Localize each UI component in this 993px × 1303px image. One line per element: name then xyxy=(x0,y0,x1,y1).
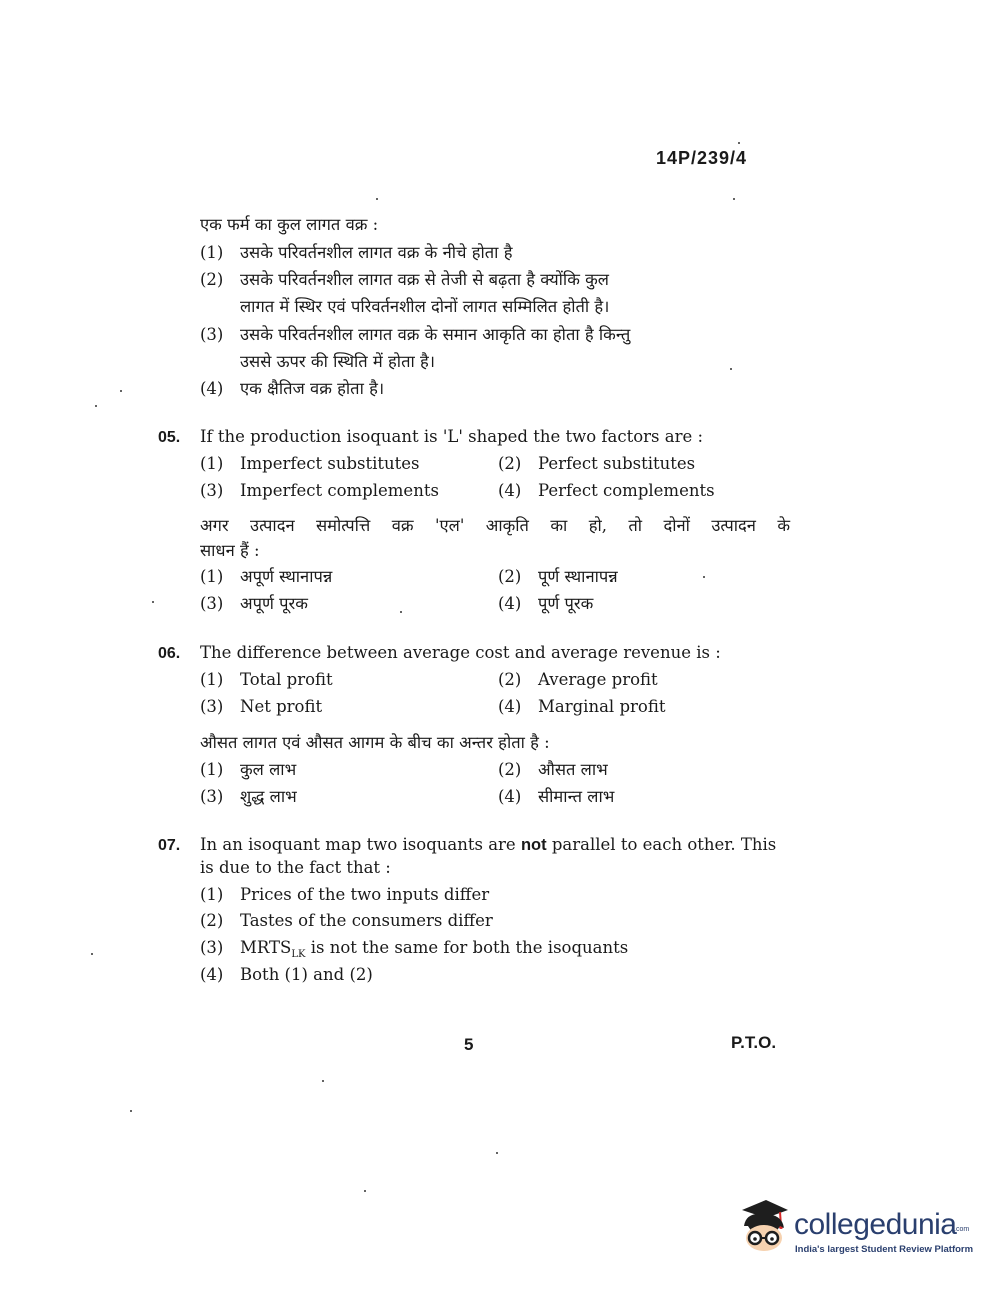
option-number: (4) xyxy=(200,965,224,984)
option-text: Prices of the two inputs differ xyxy=(240,885,490,904)
option-text: Imperfect complements xyxy=(240,481,439,500)
option-number: (3) xyxy=(200,594,224,613)
option-subscript: LK xyxy=(291,949,306,960)
q06-stem xyxy=(158,640,721,667)
q05-hindi-option-4 xyxy=(498,591,593,617)
logo-tagline: India's largest Student Review Platform xyxy=(795,1244,974,1255)
q06-option-4 xyxy=(498,694,665,720)
q04-hindi-option-3-cont: उससे ऊपर की स्थिति में होता है। xyxy=(240,352,436,371)
option-text: Tastes of the consumers differ xyxy=(240,911,493,930)
option-text: शुद्ध लाभ xyxy=(240,787,297,806)
q06-option-2 xyxy=(498,667,658,693)
scan-speck xyxy=(120,390,122,392)
option-text: Perfect substitutes xyxy=(538,454,696,473)
scan-speck xyxy=(738,142,740,144)
q05-stem xyxy=(158,424,703,451)
scan-speck xyxy=(703,576,705,578)
question-text-part2: parallel to each other. This xyxy=(551,835,777,854)
pto-label: P.T.O. xyxy=(731,1033,777,1052)
q07-option-1 xyxy=(200,882,489,908)
q05-hindi-option-2 xyxy=(498,564,618,590)
q06-hindi-stem: औसत लागत एवं औसत आगम के बीच का अन्तर होता है : xyxy=(200,733,550,752)
option-text: अपूर्ण पूरक xyxy=(240,594,308,613)
paper-code: 14P/239/4 xyxy=(656,148,748,168)
q05-hindi-option-3 xyxy=(200,591,308,617)
option-number: (4) xyxy=(498,787,522,806)
question-text-emphasis: not xyxy=(520,836,547,854)
scan-speck xyxy=(91,953,93,955)
option-number: (2) xyxy=(498,567,522,586)
q04-hindi-option-3 xyxy=(200,322,630,348)
scan-speck xyxy=(730,368,732,370)
option-text-pre: MRTS xyxy=(240,938,292,957)
question-text: If the production isoquant is 'L' shaped the two factors are : xyxy=(200,427,704,446)
option-text: उसके परिवर्तनशील लागत वक्र के नीचे होता है xyxy=(240,243,513,262)
q04-hindi-option-2-cont: लागत में स्थिर एवं परिवर्तनशील दोनों लागत सम्मिलित होती है। xyxy=(240,297,610,316)
option-number: (2) xyxy=(200,270,224,289)
option-text: सीमान्त लाभ xyxy=(538,787,615,806)
q07-stem-line2: is due to the fact that : xyxy=(200,858,391,877)
option-number: (2) xyxy=(498,670,522,689)
option-number: (1) xyxy=(200,885,224,904)
q06-option-3 xyxy=(200,694,322,720)
option-text: उसके परिवर्तनशील लागत वक्र से तेजी से बढ़ता है क्योंकि कुल xyxy=(240,270,609,289)
q06-option-1 xyxy=(200,667,333,693)
q04-hindi-option-4 xyxy=(200,376,384,402)
q06-hindi-option-4 xyxy=(498,784,614,810)
scan-speck xyxy=(130,1110,132,1112)
q05-hindi-stem-line2: साधन हैं : xyxy=(200,541,260,560)
option-text: Net profit xyxy=(240,697,323,716)
scan-speck xyxy=(322,1080,324,1082)
logo-mascot xyxy=(734,1196,794,1256)
question-text: The difference between average cost and average revenue is : xyxy=(200,643,721,662)
option-number: (4) xyxy=(498,481,522,500)
scan-speck xyxy=(400,611,402,613)
option-number: (4) xyxy=(200,379,224,398)
option-text: Imperfect substitutes xyxy=(240,454,420,473)
q05-hindi-stem-line1: अगर उत्पादन समोत्पत्ति वक्र 'एल' आकृति का हो, तो दोनों उत्पादन के xyxy=(200,516,790,535)
option-text: उसके परिवर्तनशील लागत वक्र के समान आकृति का होता है किन्तु xyxy=(240,325,631,344)
option-number: (3) xyxy=(200,787,224,806)
option-number: (2) xyxy=(498,454,522,473)
q04-hindi-stem: एक फर्म का कुल लागत वक्र : xyxy=(200,215,379,234)
option-number: (4) xyxy=(498,697,522,716)
option-text: पूर्ण स्थानापन्न xyxy=(538,567,618,586)
q07-option-2 xyxy=(200,908,493,934)
option-number: (1) xyxy=(200,760,224,779)
option-number: (4) xyxy=(498,594,522,613)
option-number: (2) xyxy=(498,760,522,779)
option-text: Average profit xyxy=(538,670,658,689)
question-number: 05. xyxy=(158,429,181,446)
option-number: (1) xyxy=(200,243,224,262)
q05-hindi-option-1 xyxy=(200,564,332,590)
option-text: Marginal profit xyxy=(538,697,666,716)
question-number: 07. xyxy=(158,837,181,854)
q05-option-2 xyxy=(498,451,695,477)
q06-hindi-option-3 xyxy=(200,784,297,810)
q05-option-1 xyxy=(200,451,420,477)
option-number: (1) xyxy=(200,567,224,586)
question-number: 06. xyxy=(158,645,181,662)
scan-speck xyxy=(496,1152,498,1154)
scan-speck xyxy=(376,198,378,200)
option-number: (3) xyxy=(200,938,224,957)
option-text: Perfect complements xyxy=(538,481,715,500)
option-text: Total profit xyxy=(240,670,333,689)
scan-speck xyxy=(364,1190,366,1192)
question-text-part1: In an isoquant map two isoquants are xyxy=(200,835,516,854)
page-number: 5 xyxy=(464,1035,474,1054)
scan-speck xyxy=(733,198,735,200)
option-number: (1) xyxy=(200,454,224,473)
logo-com: .com xyxy=(954,1226,970,1233)
option-number: (1) xyxy=(200,670,224,689)
option-number: (2) xyxy=(200,911,224,930)
q04-hindi-option-2 xyxy=(200,267,609,293)
mascot-icon xyxy=(734,1196,794,1256)
q07-option-4 xyxy=(200,962,373,988)
option-text: Both (1) and (2) xyxy=(240,965,373,984)
option-text: औसत लाभ xyxy=(538,760,608,779)
option-number: (3) xyxy=(200,325,224,344)
option-text: कुल लाभ xyxy=(240,760,297,779)
q06-hindi-option-1 xyxy=(200,757,296,783)
q04-hindi-option-1 xyxy=(200,240,512,266)
q05-option-3 xyxy=(200,478,439,504)
logo-wordmark: collegedunia xyxy=(794,1208,957,1241)
scan-speck xyxy=(95,405,97,407)
option-text-post: is not the same for both the isoquants xyxy=(305,938,629,957)
option-number: (3) xyxy=(200,697,224,716)
q05-option-4 xyxy=(498,478,715,504)
option-text: पूर्ण पूरक xyxy=(538,594,594,613)
option-text: एक क्षैतिज वक्र होता है। xyxy=(240,379,385,398)
option-number: (3) xyxy=(200,481,224,500)
scan-speck xyxy=(152,601,154,603)
option-text: अपूर्ण स्थानापन्न xyxy=(240,567,333,586)
q06-hindi-option-2 xyxy=(498,757,608,783)
